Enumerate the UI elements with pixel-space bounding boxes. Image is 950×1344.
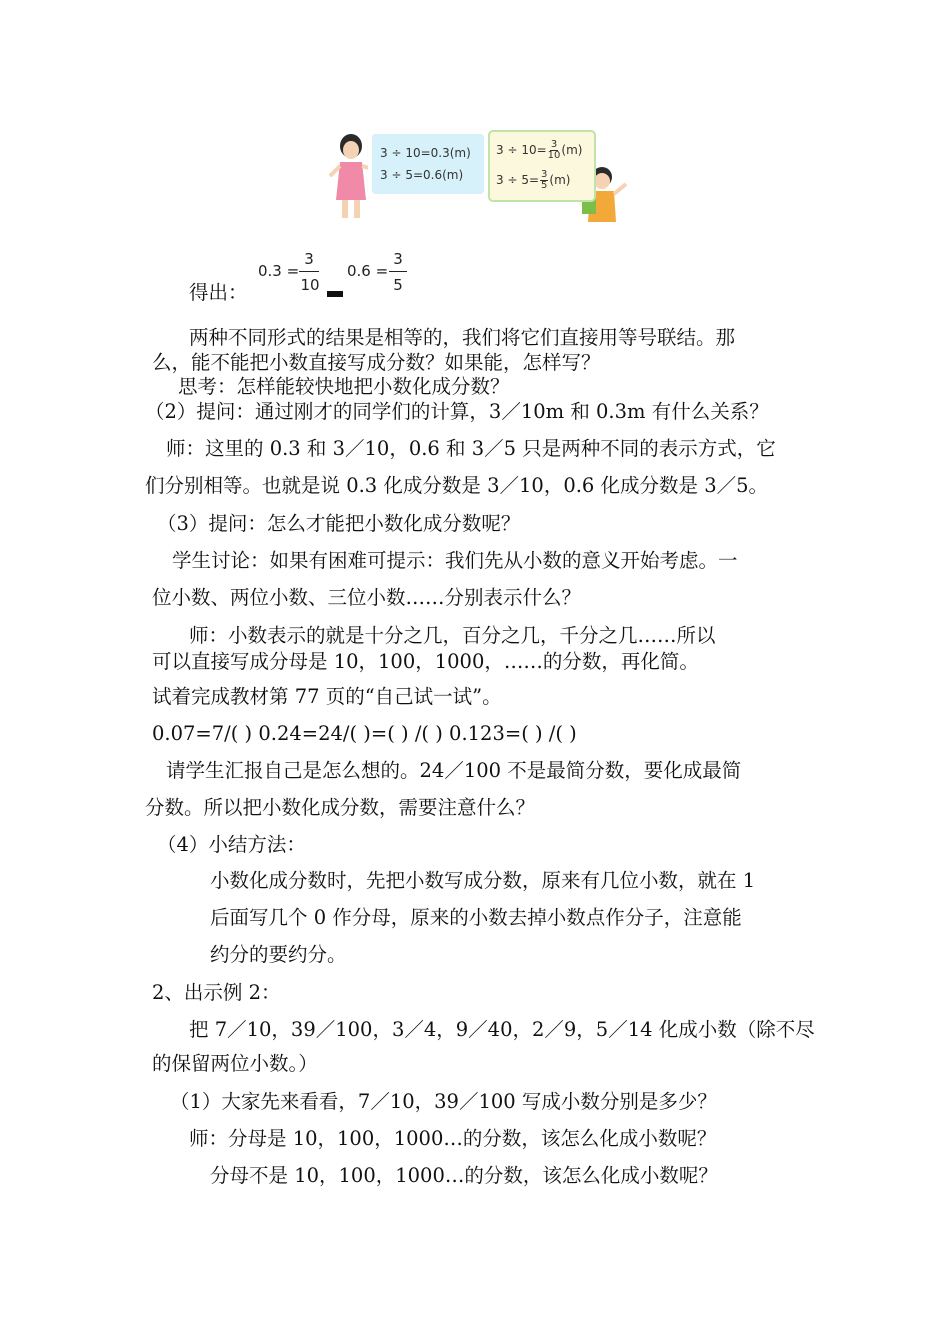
text-line-18: 后面写几个 0 作分母，原来的小数去掉小数点作分子，注意能 [210, 906, 742, 929]
result-eq1-numerator: 3 [304, 250, 314, 268]
text-line-21: 把 7／10，39／100，3／4，9／40，2／9，5／14 化成小数（除不尽 [189, 1018, 815, 1041]
text-line-12: 试着完成教材第 77 页的“自己试一试”。 [152, 685, 502, 708]
text-line-8: 学生讨论：如果有困难可提示：我们先从小数的意义开始考虑。一 [172, 549, 738, 572]
text-line-13: 0.07=7/( ) 0.24=24/( )=( ) /( ) 0.123=( ) /( ) [152, 722, 577, 745]
result-label: 得出： [189, 281, 248, 304]
text-line-3: 思考：怎样能较快地把小数化成分数？ [178, 375, 510, 398]
text-line-14: 请学生汇报自己是怎么想的。24／100 不是最简分数，要化成最简 [166, 759, 742, 782]
text-line-17: 小数化成分数时，先把小数写成分数，原来有几位小数，就在 1 [210, 869, 756, 892]
text-line-24: 师：分母是 10，100，1000…的分数，该怎么化成小数呢？ [189, 1127, 717, 1150]
text-line-11: 可以直接写成分母是 10，100，1000，……的分数，再化简。 [152, 650, 699, 673]
text-line-15: 分数。所以把小数化成分数，需要注意什么？ [145, 796, 536, 819]
fraction-3-10: $\frac{3}{10}$ [547, 139, 561, 161]
result-eq2-lhs: 0.6 = [347, 262, 389, 280]
text-line-1: 两种不同形式的结果是相等的，我们将它们直接用等号联结。那 [189, 326, 736, 349]
text-line-25: 分母不是 10，100，1000…的分数，该怎么化成小数呢？ [210, 1164, 718, 1187]
text-line-10: 师：小数表示的就是十分之几，百分之几，千分之几……所以 [189, 624, 716, 647]
text-line-2: 么，能不能把小数直接写成分数？如果能，怎样写？ [152, 351, 601, 374]
result-eq2-fraction-bar [389, 271, 407, 272]
left-board-line-1: 3 ÷ 10=0.3(m) [380, 146, 471, 160]
text-line-7: （3）提问：怎么才能把小数化成分数呢？ [157, 512, 521, 535]
text-line-23: （1）大家先来看看，7／10，39／100 写成小数分别是多少？ [170, 1090, 717, 1113]
result-eq1-lhs: 0.3 = [258, 262, 300, 280]
text-line-19: 约分的要约分。 [210, 943, 347, 966]
result-eq1-denominator: 10 [300, 276, 320, 294]
text-line-9: 位小数、两位小数、三位小数……分别表示什么？ [152, 586, 582, 609]
text-line-22: 的保留两位小数。） [152, 1052, 318, 1075]
result-eq1-fraction-bar [299, 271, 319, 272]
result-eq2-numerator: 3 [393, 250, 403, 268]
left-board-line-2: 3 ÷ 5=0.6(m) [380, 168, 464, 182]
left-board [370, 132, 486, 196]
textbook-illustration [318, 122, 636, 230]
text-line-5: 师：这里的 0.3 和 3／10，0.6 和 3／5 只是两种不同的表示方式，它 [166, 437, 776, 460]
black-mark [327, 291, 343, 297]
text-line-6: 们分别相等。也就是说 0.3 化成分数是 3／10，0.6 化成分数是 3／5。 [145, 474, 769, 497]
text-line-4: （2）提问：通过刚才的同学们的计算，3／10m 和 0.3m 有什么关系？ [145, 400, 769, 423]
text-line-20: 2、出示例 2： [152, 981, 281, 1004]
fraction-3-5: $\frac{3}{5}$ [541, 169, 548, 191]
right-board [488, 130, 596, 202]
right-board-line-1: 3 ÷ 10= $\frac{3}{10}$ (m) [496, 139, 583, 161]
text-line-16: （4）小结方法： [157, 833, 306, 856]
right-board-line-2: 3 ÷ 5= $\frac{3}{5}$ (m) [496, 169, 571, 191]
result-eq2-denominator: 5 [393, 276, 403, 294]
